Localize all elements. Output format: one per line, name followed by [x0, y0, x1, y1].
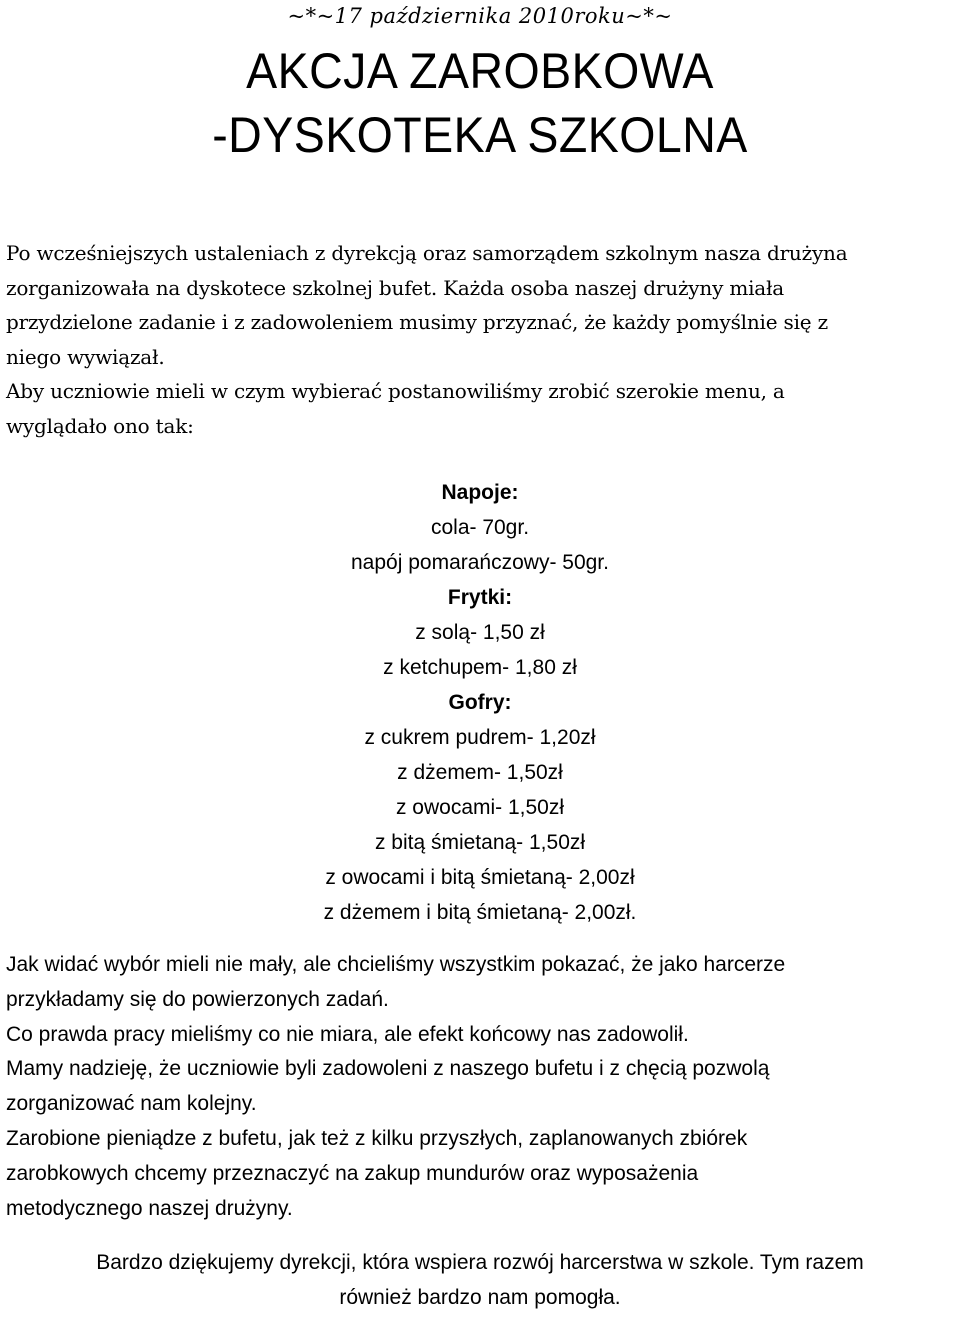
outro-line: zarobkowych chcemy przeznaczyć na zakup mundurów oraz wyposażenia [6, 1161, 699, 1185]
outro-line: zorganizować nam kolejny. [6, 1092, 257, 1116]
menu-item: z dżemem- 1,50zł [397, 761, 563, 784]
intro-line: zorganizowała na dyskotece szkolnej bufet. Każda osoba naszej drużyny miała [6, 275, 785, 300]
intro-line: wyglądało ono tak: [6, 413, 194, 438]
outro-paragraph [6, 948, 954, 1226]
outro-line: Jak widać wybór mieli nie mały, ale chcieliśmy wszystkim pokazać, że jako harcerze [6, 953, 786, 976]
event-date: ~*~17 października 2010roku~*~ [287, 4, 673, 28]
outro-line: Mamy nadzieję, że uczniowie byli zadowoleni z naszego bufetu i z chęcią pozwolą [6, 1057, 770, 1081]
intro-line: Po wcześniejszych ustaleniach z dyrekcją oraz samorządem szkolnym nasza drużyna [6, 241, 848, 265]
menu-item: z solą- 1,50 zł [415, 621, 545, 644]
menu-list [6, 475, 954, 930]
menu-item: z bitą śmietaną- 1,50zł [374, 831, 586, 854]
thanks-line: również bardzo nam pomogła. [339, 1286, 621, 1310]
menu-item: cola- 70gr. [430, 516, 530, 539]
menu-item: z cukrem pudrem- 1,20zł [364, 726, 596, 749]
thanks-line: Bardzo dziękujemy dyrekcji, która wspiera rozwój harcerstwa w szkole. Tym razem [96, 1251, 864, 1275]
menu-heading-waffles: Gofry: [448, 691, 512, 714]
intro-line: przydzielone zadanie i z zadowoleniem musimy przyznać, że każdy pomyślnie się z [6, 310, 828, 334]
intro-line: Aby uczniowie mieli w czym wybierać postanowiliśmy zrobić szerokie menu, a [6, 379, 785, 403]
outro-line: Co prawda pracy mieliśmy co nie miara, ale efekt końcowy nas zadowolił. [6, 1022, 689, 1046]
menu-item: napój pomarańczowy- 50gr. [351, 551, 609, 574]
intro-paragraph [6, 236, 954, 443]
menu-item: z owocami i bitą śmietaną- 2,00zł [325, 866, 635, 889]
menu-item: z dżemem i bitą śmietaną- 2,00zł. [323, 901, 637, 924]
outro-line: metodycznego naszej drużyny. [6, 1196, 293, 1220]
outro-line: przykładamy się do powierzonych zadań. [6, 987, 389, 1011]
menu-heading-drinks: Napoje: [441, 481, 519, 504]
menu-item: z owocami- 1,50zł [395, 796, 565, 819]
intro-line: niego wywiązał. [6, 344, 165, 369]
page-title-line2: -DYSKOTEKA SZKOLNA [212, 107, 748, 163]
page-title-line1: AKCJA ZAROBKOWA [246, 43, 714, 99]
menu-item: z ketchupem- 1,80 zł [383, 656, 577, 679]
outro-line: Zarobione pieniądze z bufetu, jak też z kilku przyszłych, zaplanowanych zbiórek [6, 1126, 748, 1150]
thanks-paragraph [6, 1246, 954, 1316]
menu-heading-fries: Frytki: [447, 586, 513, 609]
